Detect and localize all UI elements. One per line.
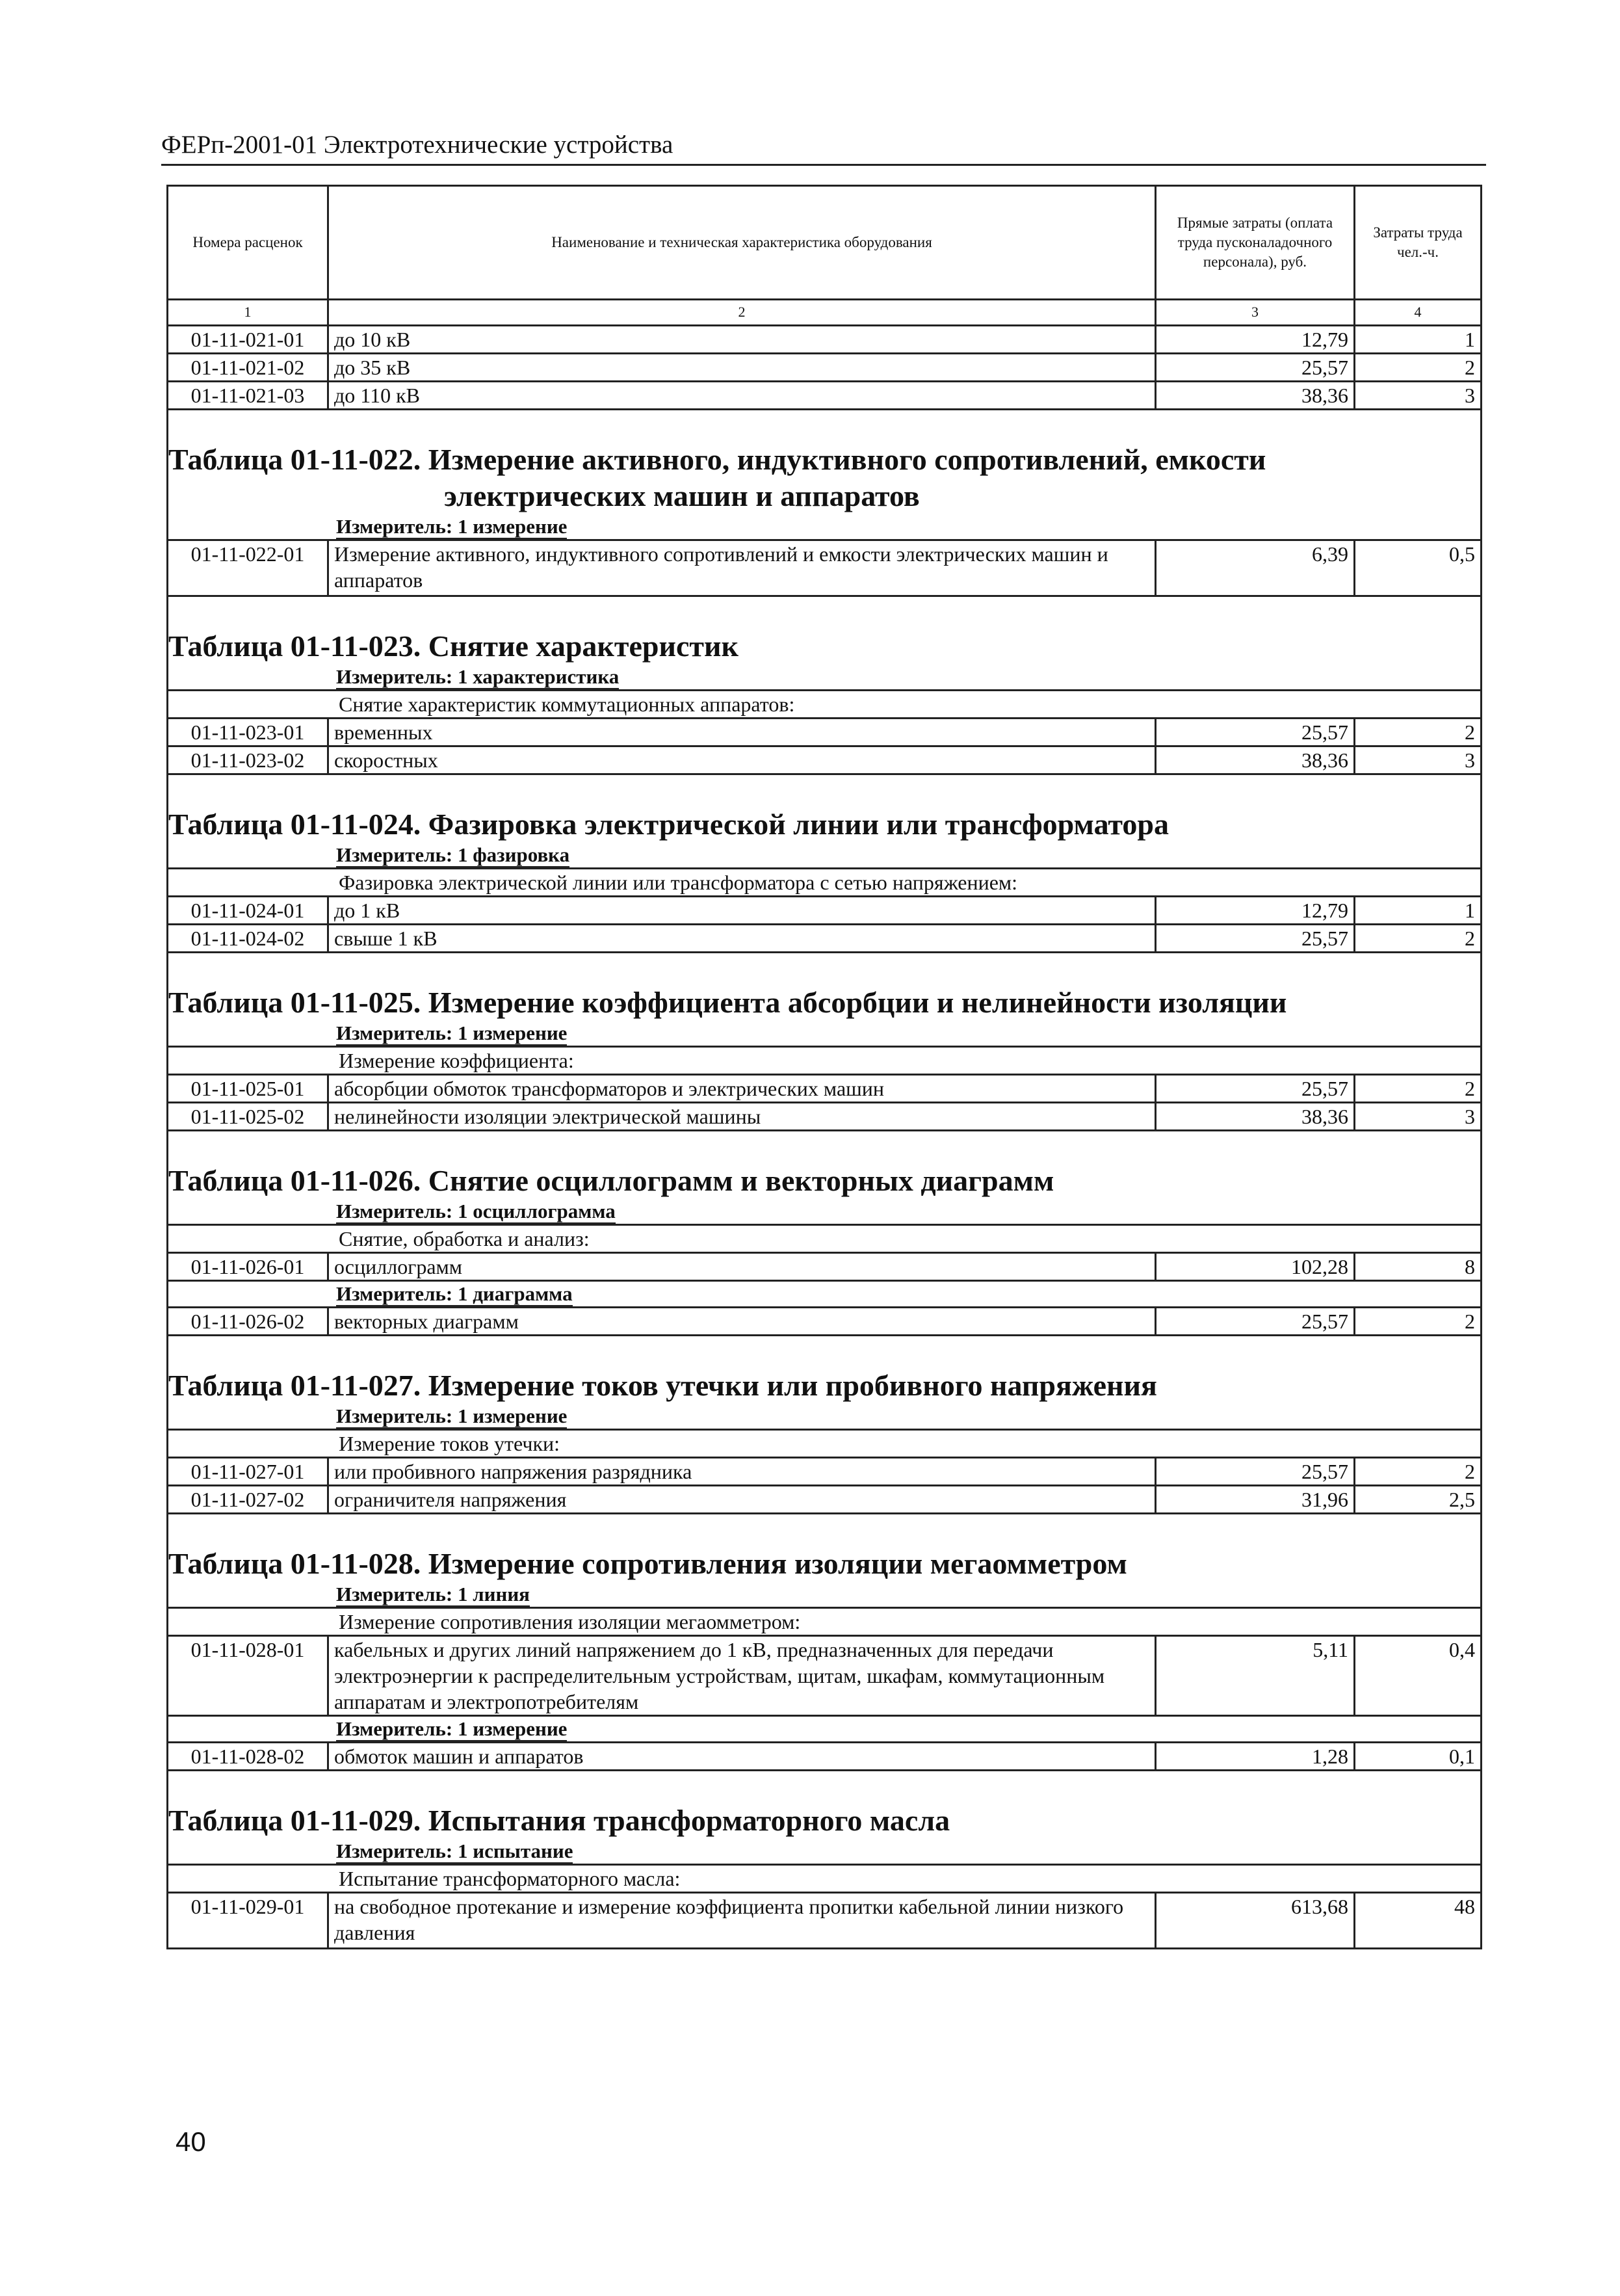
table-row (166, 382, 1482, 410)
rate-labor: 2 (1355, 1075, 1482, 1103)
rate-code: 01-11-027-02 (166, 1486, 329, 1514)
col-number: 3 (1156, 300, 1355, 326)
rate-code: 01-11-025-01 (166, 1075, 329, 1103)
rates-table (166, 185, 1482, 1949)
measure-label: Измеритель: 1 измерение (336, 1717, 568, 1740)
rate-cost: 31,96 (1156, 1486, 1355, 1514)
page-header: ФЕРп-2001-01 Электротехнические устройства (161, 129, 1486, 166)
group-description: Измерение сопротивления изоляции мегаомметром: (166, 1607, 1482, 1635)
measure-unit (166, 1404, 1482, 1429)
col-code-header: Номера расценок (166, 185, 329, 300)
measure-label: Измеритель: 1 измерение (336, 515, 568, 538)
table-row (166, 925, 1482, 953)
table-title: Таблица 01-11-026. Снятие осциллограмм и векторных диаграмм (166, 1163, 1482, 1199)
rate-cost: 6,39 (1156, 541, 1355, 597)
group-description: Измерение коэффициента: (166, 1046, 1482, 1074)
rate-cost: 1,28 (1156, 1743, 1355, 1771)
rate-cost: 12,79 (1156, 897, 1355, 925)
table-row (166, 717, 1482, 747)
col-cost-header: Прямые затраты (оплата труда пусконаладочного персонала), руб. (1156, 185, 1355, 300)
rate-name: абсорбции обмоток трансформаторов и электрических машин (329, 1075, 1156, 1103)
rate-cost: 5,11 (1156, 1637, 1355, 1717)
rate-name: Измерение активного, индуктивного сопротивлений и емкости электрических машин и аппаратов (329, 541, 1156, 597)
spacer (166, 1514, 1482, 1546)
table-row (166, 747, 1482, 775)
table-title: Таблица 01-11-029. Испытания трансформаторного масла (166, 1802, 1482, 1839)
table-row (166, 1741, 1482, 1771)
spacer (166, 1336, 1482, 1367)
group-description: Снятие, обработка и анализ: (166, 1224, 1482, 1252)
rate-name: до 110 кВ (329, 382, 1156, 410)
measure-label: Измеритель: 1 измерение (336, 1022, 568, 1044)
group-description: Фазировка электрической линии или трансформатора с сетью напряжением: (166, 867, 1482, 895)
table-title (166, 442, 1482, 514)
rate-cost: 38,36 (1156, 1103, 1355, 1131)
table-title: Таблица 01-11-023. Снятие характеристик (166, 628, 1482, 665)
rate-labor: 8 (1355, 1254, 1482, 1282)
group-description: Снятие характеристик коммутационных аппаратов: (166, 689, 1482, 717)
rate-code: 01-11-024-01 (166, 897, 329, 925)
rate-labor: 48 (1355, 1894, 1482, 1949)
rate-code: 01-11-025-02 (166, 1103, 329, 1131)
rate-code: 01-11-026-02 (166, 1308, 329, 1336)
rate-name: временных (329, 719, 1156, 747)
table-title: Таблица 01-11-025. Измерение коэффициента абсорбции и нелинейности изоляции (166, 984, 1482, 1021)
rate-labor: 3 (1355, 747, 1482, 775)
rate-name: до 1 кВ (329, 897, 1156, 925)
rate-labor: 3 (1355, 382, 1482, 410)
rate-name: кабельных и других линий напряжением до 1 кВ, предназначенных для передачи электроэнергии к распределительным устройствам, щитам, шкафам, коммутационным аппаратам и электропотребителям (329, 1637, 1156, 1717)
measure-unit (166, 665, 1482, 689)
rate-labor: 1 (1355, 326, 1482, 354)
table-title-line1: Таблица 01-11-022. Измерение активного, индуктивного сопротивлений, емкости (168, 443, 1266, 476)
rate-name: векторных диаграмм (329, 1308, 1156, 1336)
spacer (166, 1131, 1482, 1163)
rate-name: осциллограмм (329, 1254, 1156, 1282)
page-number: 40 (176, 2126, 206, 2157)
measure-label: Измеритель: 1 измерение (336, 1405, 568, 1427)
rate-code: 01-11-028-01 (166, 1637, 329, 1717)
rate-code: 01-11-021-03 (166, 382, 329, 410)
measure-label: Измеритель: 1 испытание (336, 1840, 573, 1862)
measure-unit (166, 843, 1482, 867)
rate-name: ограничителя напряжения (329, 1486, 1156, 1514)
rate-labor: 2 (1355, 719, 1482, 747)
rate-cost: 25,57 (1156, 719, 1355, 747)
table-row (166, 1074, 1482, 1103)
rate-name: обмоток машин и аппаратов (329, 1743, 1156, 1771)
rate-name: до 35 кВ (329, 354, 1156, 382)
rate-labor: 0,1 (1355, 1743, 1482, 1771)
table-row (166, 1306, 1482, 1336)
table-title: Таблица 01-11-028. Измерение сопротивления изоляции мегаомметром (166, 1546, 1482, 1582)
group-description: Испытание трансформаторного масла: (166, 1864, 1482, 1892)
col-number: 2 (329, 300, 1156, 326)
rate-cost: 38,36 (1156, 382, 1355, 410)
rate-name: на свободное протекание и измерение коэффициента пропитки кабельной линии низкого давления (329, 1894, 1156, 1949)
rate-labor: 0,5 (1355, 541, 1482, 597)
rate-code: 01-11-023-02 (166, 747, 329, 775)
measure-unit (166, 1582, 1482, 1607)
measure-unit (166, 1199, 1482, 1224)
col-number: 1 (166, 300, 329, 326)
rate-code: 01-11-027-01 (166, 1458, 329, 1486)
column-headers (166, 185, 1482, 300)
col-number: 4 (1355, 300, 1482, 326)
measure-unit (166, 1021, 1482, 1046)
rate-code: 01-11-023-01 (166, 719, 329, 747)
rate-labor: 1 (1355, 897, 1482, 925)
rate-cost: 25,57 (1156, 925, 1355, 953)
measure-label: Измеритель: 1 характеристика (336, 665, 620, 688)
rate-code: 01-11-024-02 (166, 925, 329, 953)
rate-code: 01-11-021-02 (166, 354, 329, 382)
table-row (166, 1252, 1482, 1282)
measure-label: Измеритель: 1 диаграмма (336, 1282, 573, 1305)
rate-cost: 25,57 (1156, 1308, 1355, 1336)
rate-cost: 613,68 (1156, 1894, 1355, 1949)
rate-code: 01-11-026-01 (166, 1254, 329, 1282)
table-row (166, 326, 1482, 354)
measure-unit (166, 1839, 1482, 1864)
rate-cost: 25,57 (1156, 1458, 1355, 1486)
rate-name: до 10 кВ (329, 326, 1156, 354)
table-title-line2: электрических машин и аппаратов (444, 479, 920, 512)
table-row (166, 1486, 1482, 1514)
rate-name: или пробивного напряжения разрядника (329, 1458, 1156, 1486)
group-description: Измерение токов утечки: (166, 1429, 1482, 1457)
rate-code: 01-11-021-01 (166, 326, 329, 354)
measure-unit (166, 1282, 1482, 1306)
rate-name: свыше 1 кВ (329, 925, 1156, 953)
table-row (166, 1457, 1482, 1486)
table-row (166, 354, 1482, 382)
spacer (166, 775, 1482, 806)
rate-cost: 25,57 (1156, 354, 1355, 382)
rate-labor: 2 (1355, 925, 1482, 953)
measure-unit (166, 1717, 1482, 1741)
table-title: Таблица 01-11-024. Фазировка электрической линии или трансформатора (166, 806, 1482, 843)
rate-code: 01-11-022-01 (166, 541, 329, 597)
measure-unit (166, 514, 1482, 539)
rate-cost: 25,57 (1156, 1075, 1355, 1103)
rate-cost: 102,28 (1156, 1254, 1355, 1282)
rate-labor: 2,5 (1355, 1486, 1482, 1514)
rate-code: 01-11-029-01 (166, 1894, 329, 1949)
table-row (166, 1635, 1482, 1717)
table-row (166, 1892, 1482, 1949)
table-row (166, 539, 1482, 597)
measure-label: Измеритель: 1 фазировка (336, 843, 570, 866)
table-title: Таблица 01-11-027. Измерение токов утечки или пробивного напряжения (166, 1367, 1482, 1404)
col-name-header: Наименование и техническая характеристика оборудования (329, 185, 1156, 300)
spacer (166, 597, 1482, 628)
rate-labor: 2 (1355, 1308, 1482, 1336)
rate-name: скоростных (329, 747, 1156, 775)
table-row (166, 895, 1482, 925)
rate-labor: 0,4 (1355, 1637, 1482, 1717)
spacer (166, 953, 1482, 984)
spacer (166, 1771, 1482, 1802)
spacer (166, 410, 1482, 442)
rate-cost: 38,36 (1156, 747, 1355, 775)
measure-label: Измеритель: 1 линия (336, 1583, 530, 1605)
rate-labor: 2 (1355, 354, 1482, 382)
rate-labor: 2 (1355, 1458, 1482, 1486)
rate-cost: 12,79 (1156, 326, 1355, 354)
rate-labor: 3 (1355, 1103, 1482, 1131)
rate-name: нелинейности изоляции электрической машины (329, 1103, 1156, 1131)
measure-label: Измеритель: 1 осциллограмма (336, 1200, 616, 1222)
table-row (166, 1103, 1482, 1131)
col-labor-header: Затраты труда чел.-ч. (1355, 185, 1482, 300)
column-numbers (166, 300, 1482, 326)
rate-code: 01-11-028-02 (166, 1743, 329, 1771)
